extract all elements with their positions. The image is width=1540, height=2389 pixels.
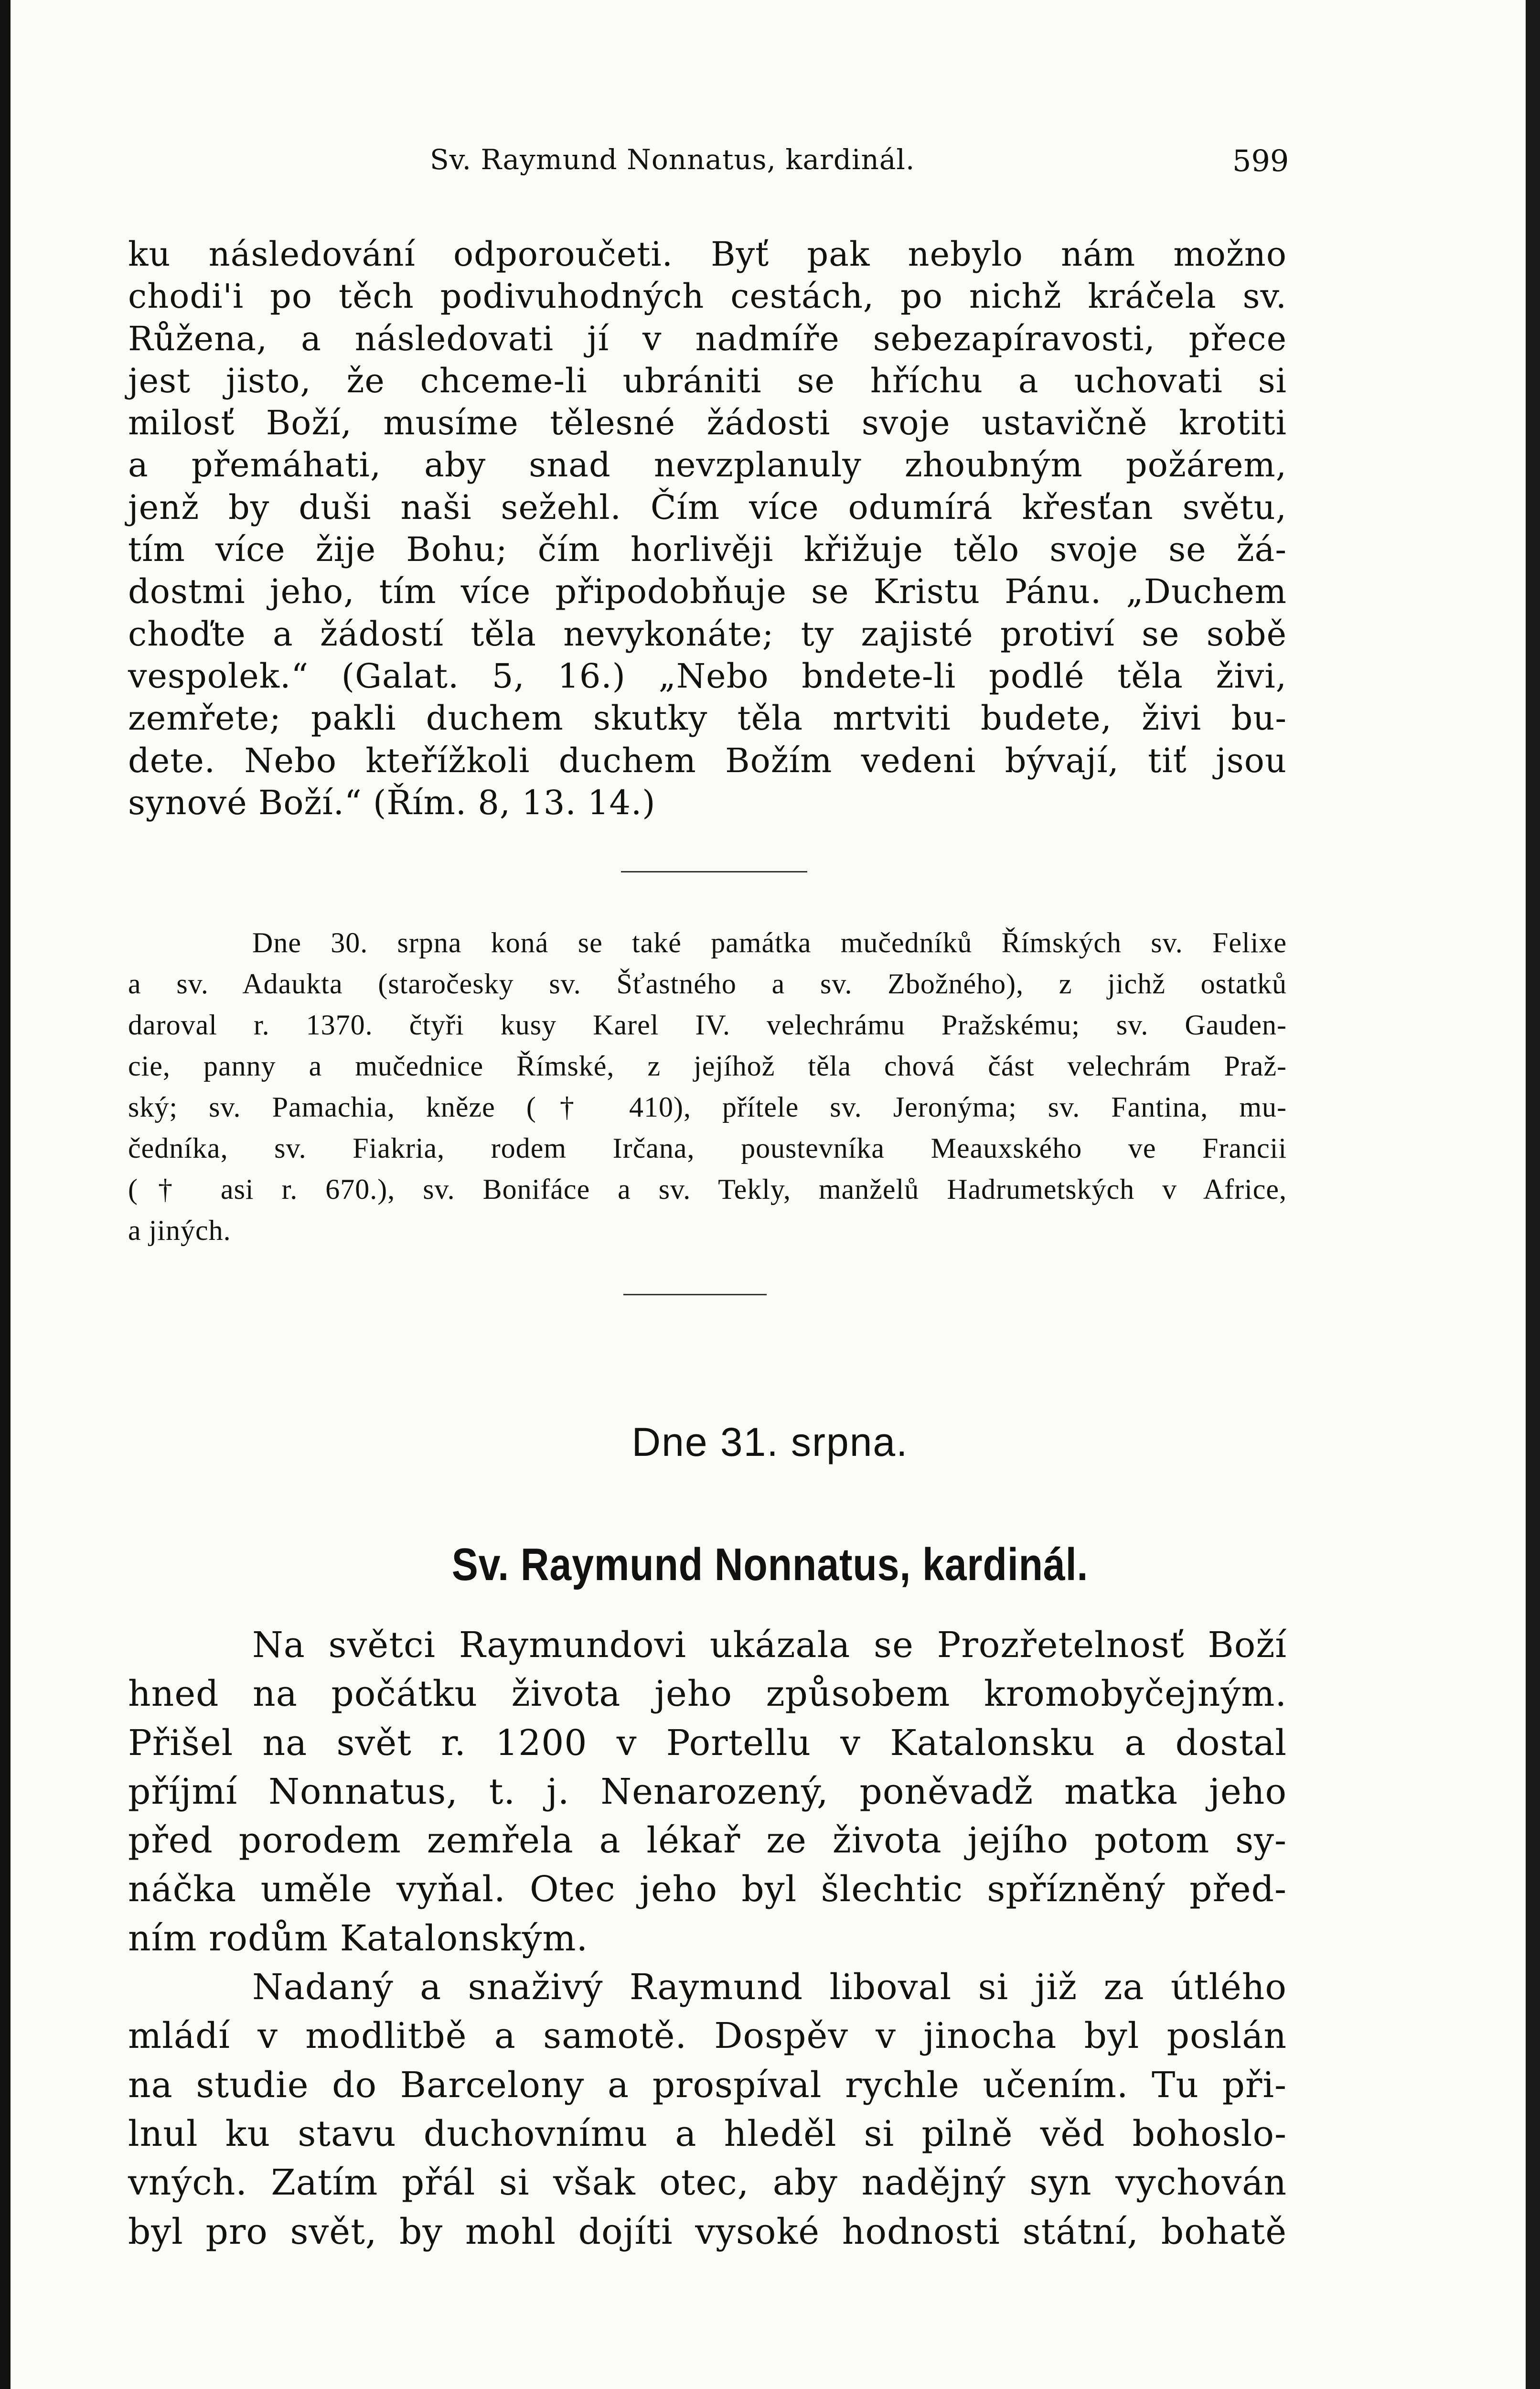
notice-line: ský; sv. Pamachia, kněze († 410), přítele sv. Jeronýma; sv. Fantina, mu-: [128, 1091, 1287, 1123]
text-line: milosť Boží, musíme tělesné žádosti svoje ustavičně krotiti: [128, 403, 1287, 443]
text-line: před porodem zemřela a lékař ze života jejího potom sy-: [128, 1820, 1287, 1862]
page-number: 599: [1232, 143, 1289, 178]
text-line: Růžena, a následovati jí v nadmíře sebezapíravosti, přece: [128, 319, 1287, 358]
running-head: Sv. Raymund Nonnatus, kardinál.: [430, 143, 915, 176]
saint-title: Sv. Raymund Nonnatus, kardinál.: [451, 1539, 1089, 1590]
text-line: ku následování odporoučeti. Byť pak nebylo nám možno: [128, 235, 1287, 274]
body-text-bottom: [128, 1621, 1287, 2256]
notice-line: († asi r. 670.), sv. Bonifáce a sv. Tekly, manželů Hadrumetských v Africe,: [128, 1173, 1287, 1205]
scan-edge-right: [1526, 0, 1540, 2389]
scan-edge-left: [0, 0, 11, 2389]
text-line: jest jisto, že chceme-li ubrániti se hříchu a uchovati si: [128, 361, 1287, 400]
text-line: dete. Nebo kteřížkoli duchem Božím vedeni bývají, tiť jsou: [128, 741, 1287, 780]
body-text-top: [128, 233, 1287, 824]
notice-line: a jiných.: [128, 1215, 231, 1246]
text-line: vných. Zatím přál si však otec, aby nadějný syn vychován: [128, 2162, 1287, 2204]
text-line: synové Boží.“ (Řím. 8, 13. 14.): [128, 783, 656, 822]
notice-line: čedníka, sv. Fiakria, rodem Irčana, poustevníka Meauxského ve Francii: [128, 1132, 1287, 1164]
text-line: jenž by duši naši sežehl. Čím více odumírá křesťan světu,: [128, 487, 1287, 527]
text-line: příjmí Nonnatus, t. j. Nenarozený, poněvadž matka jeho: [128, 1771, 1287, 1812]
text-line: Nadaný a snaživý Raymund liboval si již za útlého: [252, 1967, 1287, 2008]
text-line: na studie do Barcelony a prospíval rychle učením. Tu při-: [128, 2064, 1287, 2106]
text-line: hned na počátku života jeho způsobem kromobyčejným.: [128, 1673, 1287, 1715]
text-line: zemřete; pakli duchem skutky těla mrtviti budete, živi bu-: [128, 699, 1287, 738]
notice-line: daroval r. 1370. čtyři kusy Karel IV. velechrámu Pražskému; sv. Gauden-: [128, 1009, 1287, 1041]
notice-line: a sv. Adaukta (staročesky sv. Šťastného a sv. Zbožného), z jichž ostatků: [128, 968, 1287, 1000]
day-heading: Dne 31. srpna.: [631, 1420, 909, 1464]
text-line: náčka uměle vyňal. Otec jeho byl šlechtic spřízněný před-: [128, 1869, 1287, 1910]
text-line: mládí v modlitbě a samotě. Dospěv v jinocha byl poslán: [128, 2015, 1287, 2057]
commemoration-notice: [128, 922, 1287, 1251]
text-line: Na světci Raymundovi ukázala se Prozřetelnosť Boží: [252, 1625, 1287, 1666]
text-line: Přišel na svět r. 1200 v Portellu v Katalonsku a dostal: [128, 1722, 1287, 1764]
text-line: choďte a žádostí těla nevykonáte; ty zajisté protiví se sobě: [128, 614, 1287, 654]
text-line: ním rodům Katalonským.: [128, 1917, 588, 1959]
section-divider: [623, 1294, 767, 1295]
section-divider: [621, 871, 807, 872]
text-line: dostmi jeho, tím více připodobňuje se Kristu Pánu. „Duchem: [128, 572, 1287, 612]
text-line: lnul ku stavu duchovnímu a hleděl si pilně věd bohoslo-: [128, 2113, 1287, 2154]
notice-line: Dne 30. srpna koná se také památka mučedníků Římských sv. Felixe: [252, 927, 1287, 958]
notice-line: cie, panny a mučednice Římské, z jejíhož těla chová část velechrám Praž-: [128, 1050, 1287, 1082]
text-line: chodi'i po těch podivuhodných cestách, po nichž kráčela sv.: [128, 277, 1287, 316]
text-line: a přemáhati, aby snad nevzplanuly zhoubným požárem,: [128, 445, 1287, 485]
text-line: vespolek.“ (Galat. 5, 16.) „Nebo bndete-li podlé těla živi,: [128, 656, 1287, 696]
text-line: tím více žije Bohu; čím horlivěji křižuje tělo svoje se žá-: [128, 530, 1287, 570]
text-line: byl pro svět, by mohl dojíti vysoké hodnosti státní, bohatě: [128, 2211, 1287, 2252]
